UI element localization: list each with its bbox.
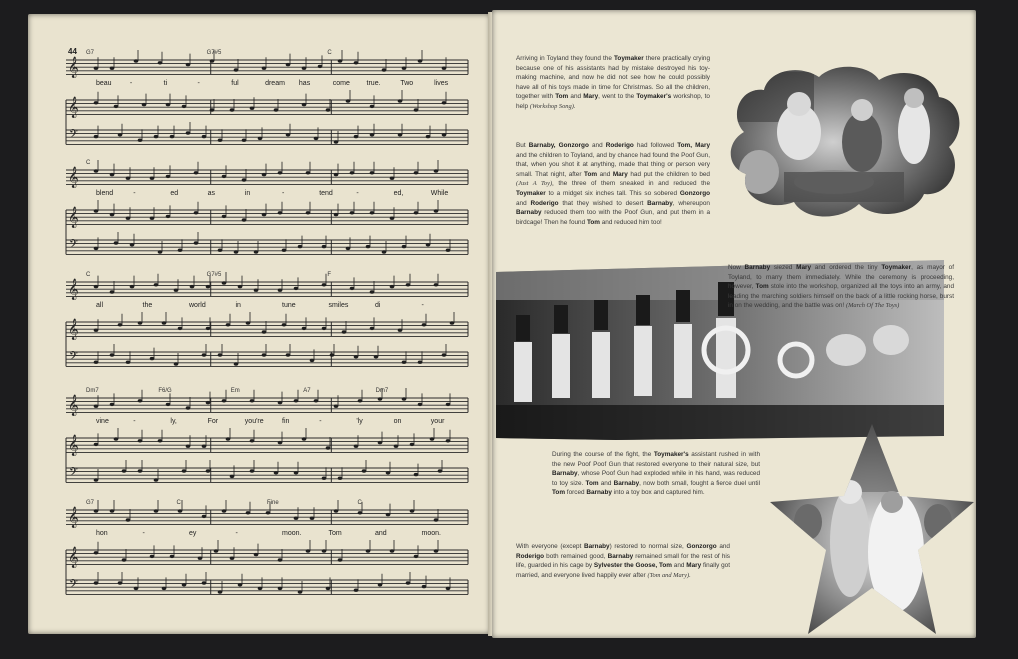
system-4-treble-clef-icon: 𝄞 [68,395,79,416]
chord-symbol: C [327,50,332,56]
system-5-treble-clef-icon: 𝄞 [68,547,79,568]
system-4-treble-clef-icon: 𝄞 [68,435,79,456]
lyric-syllable: - [356,190,359,197]
lyric-syllable: lives [434,80,449,87]
story-paragraph-5: With everyone (except Barnaby) restored to normal size, Gonzorgo and Roderigo both remained good, Barnaby remained small for the rest of his life, guarded in his cage by Sylvester the Goose, Tom and Mary finally got married, and everyone lived happily ever after (Tom and Mary). [516,543,730,579]
lyric-syllable: as [207,190,216,197]
system-2-treble-clef-icon: 𝄞 [68,207,79,228]
lyric-syllable: you're [244,418,264,425]
lyric-syllable: and [375,530,387,537]
chord-symbol: G7 [86,50,95,56]
lyric-syllable: true. [366,80,381,87]
chord-symbol: Dm7 [86,388,99,394]
lyric-syllable: in [235,302,241,309]
lyric-syllable: For [207,418,219,425]
system-3-treble-clef-icon: 𝄞 [68,319,79,340]
chord-symbol: C [357,500,362,506]
lyric-syllable: ful [231,80,239,87]
chord-symbol: G7 [86,500,95,506]
system-1-treble-clef-icon: 𝄞 [68,97,79,118]
system-3-treble-clef-icon: 𝄞 [68,279,79,300]
chord-symbol: A7 [303,388,311,394]
lyric-syllable: While [430,190,449,197]
lyric-syllable: world [189,302,206,309]
lyric-syllable: - [129,80,133,87]
chord-symbol: C [86,160,91,166]
lyric-syllable: tune [282,302,296,309]
lyric-syllable: - [142,530,145,537]
lyric-syllable: Two [400,80,414,87]
story-paragraph-4: During the course of the fight, the Toymaker's assistant rushed in with the new Poof Poof Gun that restored everyone to their natural size, but Barnaby, whose Poof Gun had exploded while in his hand, was reduced to toy size. Tom and Barnaby, now both small, fought a fierce duel until Tom forced Barnaby into a toy box and captured him. [552,451,760,497]
system-2-treble-clef-icon: 𝄞 [68,167,79,188]
left-page-sheet-music [28,14,490,634]
lyric-syllable: 'ly [356,418,363,425]
lyric-syllable: ti [163,80,168,87]
lyric-syllable: on [393,418,402,425]
lyric-syllable: ed [170,190,179,197]
chord-symbol: Fine [267,500,279,506]
lyric-syllable: - [133,418,136,425]
lyric-syllable: moon. [282,530,302,537]
lyric-syllable: ly, [170,418,177,425]
lyric-syllable: - [235,530,238,537]
chord-symbol: Em [230,388,240,394]
lyric-syllable: - [133,190,136,197]
lyric-syllable: the [142,302,153,309]
lyric-syllable: di [375,302,381,309]
lyric-syllable: your [430,418,445,425]
right-page-story [492,10,976,638]
lyric-syllable: - [319,418,322,425]
chord-symbol: F6/G [158,388,172,394]
lyric-syllable: fin [282,418,290,425]
lyric-syllable: - [421,302,424,309]
system-5-treble-clef-icon: 𝄞 [68,507,79,528]
story-paragraph-2: But Barnaby, Gonzorgo and Roderigo had followed Tom, Mary and the children to Toyland, and by chance had found the Poof Gun, that, when you shot it at anything, made that thing or person very small. That night, after Tom and Mary had put the children to bed (Just A Toy), the three of them sneaked in and reduced the Toymaker to a midget six inches tall. This so sobered Gonzorgo and Roderigo that they wished to desert Barnaby, whereupon Barnaby reduced them too with the Poof Gun, and put them in a birdcage! Then he found Tom and reduced him too! [516,142,711,226]
lyric-syllable: moon. [421,530,441,537]
system-2-bass-clef-icon: 𝄢 [69,238,79,254]
chord-symbol: G7#5 [206,272,222,278]
sheet-music [28,14,490,634]
lyric-syllable: beau [96,80,112,87]
chord-symbol: Dm7 [375,388,389,394]
system-1-bass-clef-icon: 𝄢 [69,128,79,144]
page-number: 44 [68,47,77,56]
workshop-photo [724,62,966,222]
lyric-syllable: tend [319,190,333,197]
lyric-syllable: - [282,190,285,197]
system-4-bass-clef-icon: 𝄢 [69,466,79,482]
lyric-syllable: ed, [393,190,404,197]
lyric-syllable: - [197,80,200,87]
lyric-syllable: blend [96,190,114,197]
story-paragraph-3: Now Barnaby siezed Mary and ordered the tiny Toymaker, as mayor of Toyland, to marry them immediately. While the ceremony is proceeding, however, Tom stole into the workshop, organized all the toys into an army, and leading the marching soldiers himself on the back of a little rocking horse, burst in on the wedding, and the battle was on! (March Of The Toys) [728,264,954,310]
lyric-syllable: has [298,80,311,87]
lyric-syllable: vine [96,418,109,425]
lyric-syllable: ey [189,530,197,537]
lyric-syllable: dream [265,80,285,87]
wedding-photo [768,422,976,636]
chord-symbol: G7#5 [206,50,222,56]
lyric-syllable: Tom [328,530,342,537]
system-3-bass-clef-icon: 𝄢 [69,350,79,366]
chord-symbol: C [86,272,91,278]
chord-symbol: C [176,500,181,506]
lyric-syllable: come [332,80,350,87]
story-paragraph-1: Arriving in Toyland they found the Toymaker there practically crying because one of his assistants had by mistake destroyed his toy-making machine, and now he did not see how he could possibly have all of his toys made in time for Christmas. So all the children, together with Tom and Mary, went to the Toymaker's workshop, to help (Workshop Song). [516,55,710,110]
system-1-treble-clef-icon: 𝄞 [68,57,79,78]
system-5-bass-clef-icon: 𝄢 [69,578,79,594]
lyric-syllable: in [244,190,251,197]
lyric-syllable: smiles [328,302,349,309]
lyric-syllable: hon [96,530,108,537]
chord-symbol: F [327,272,332,278]
lyric-syllable: all [96,302,104,309]
